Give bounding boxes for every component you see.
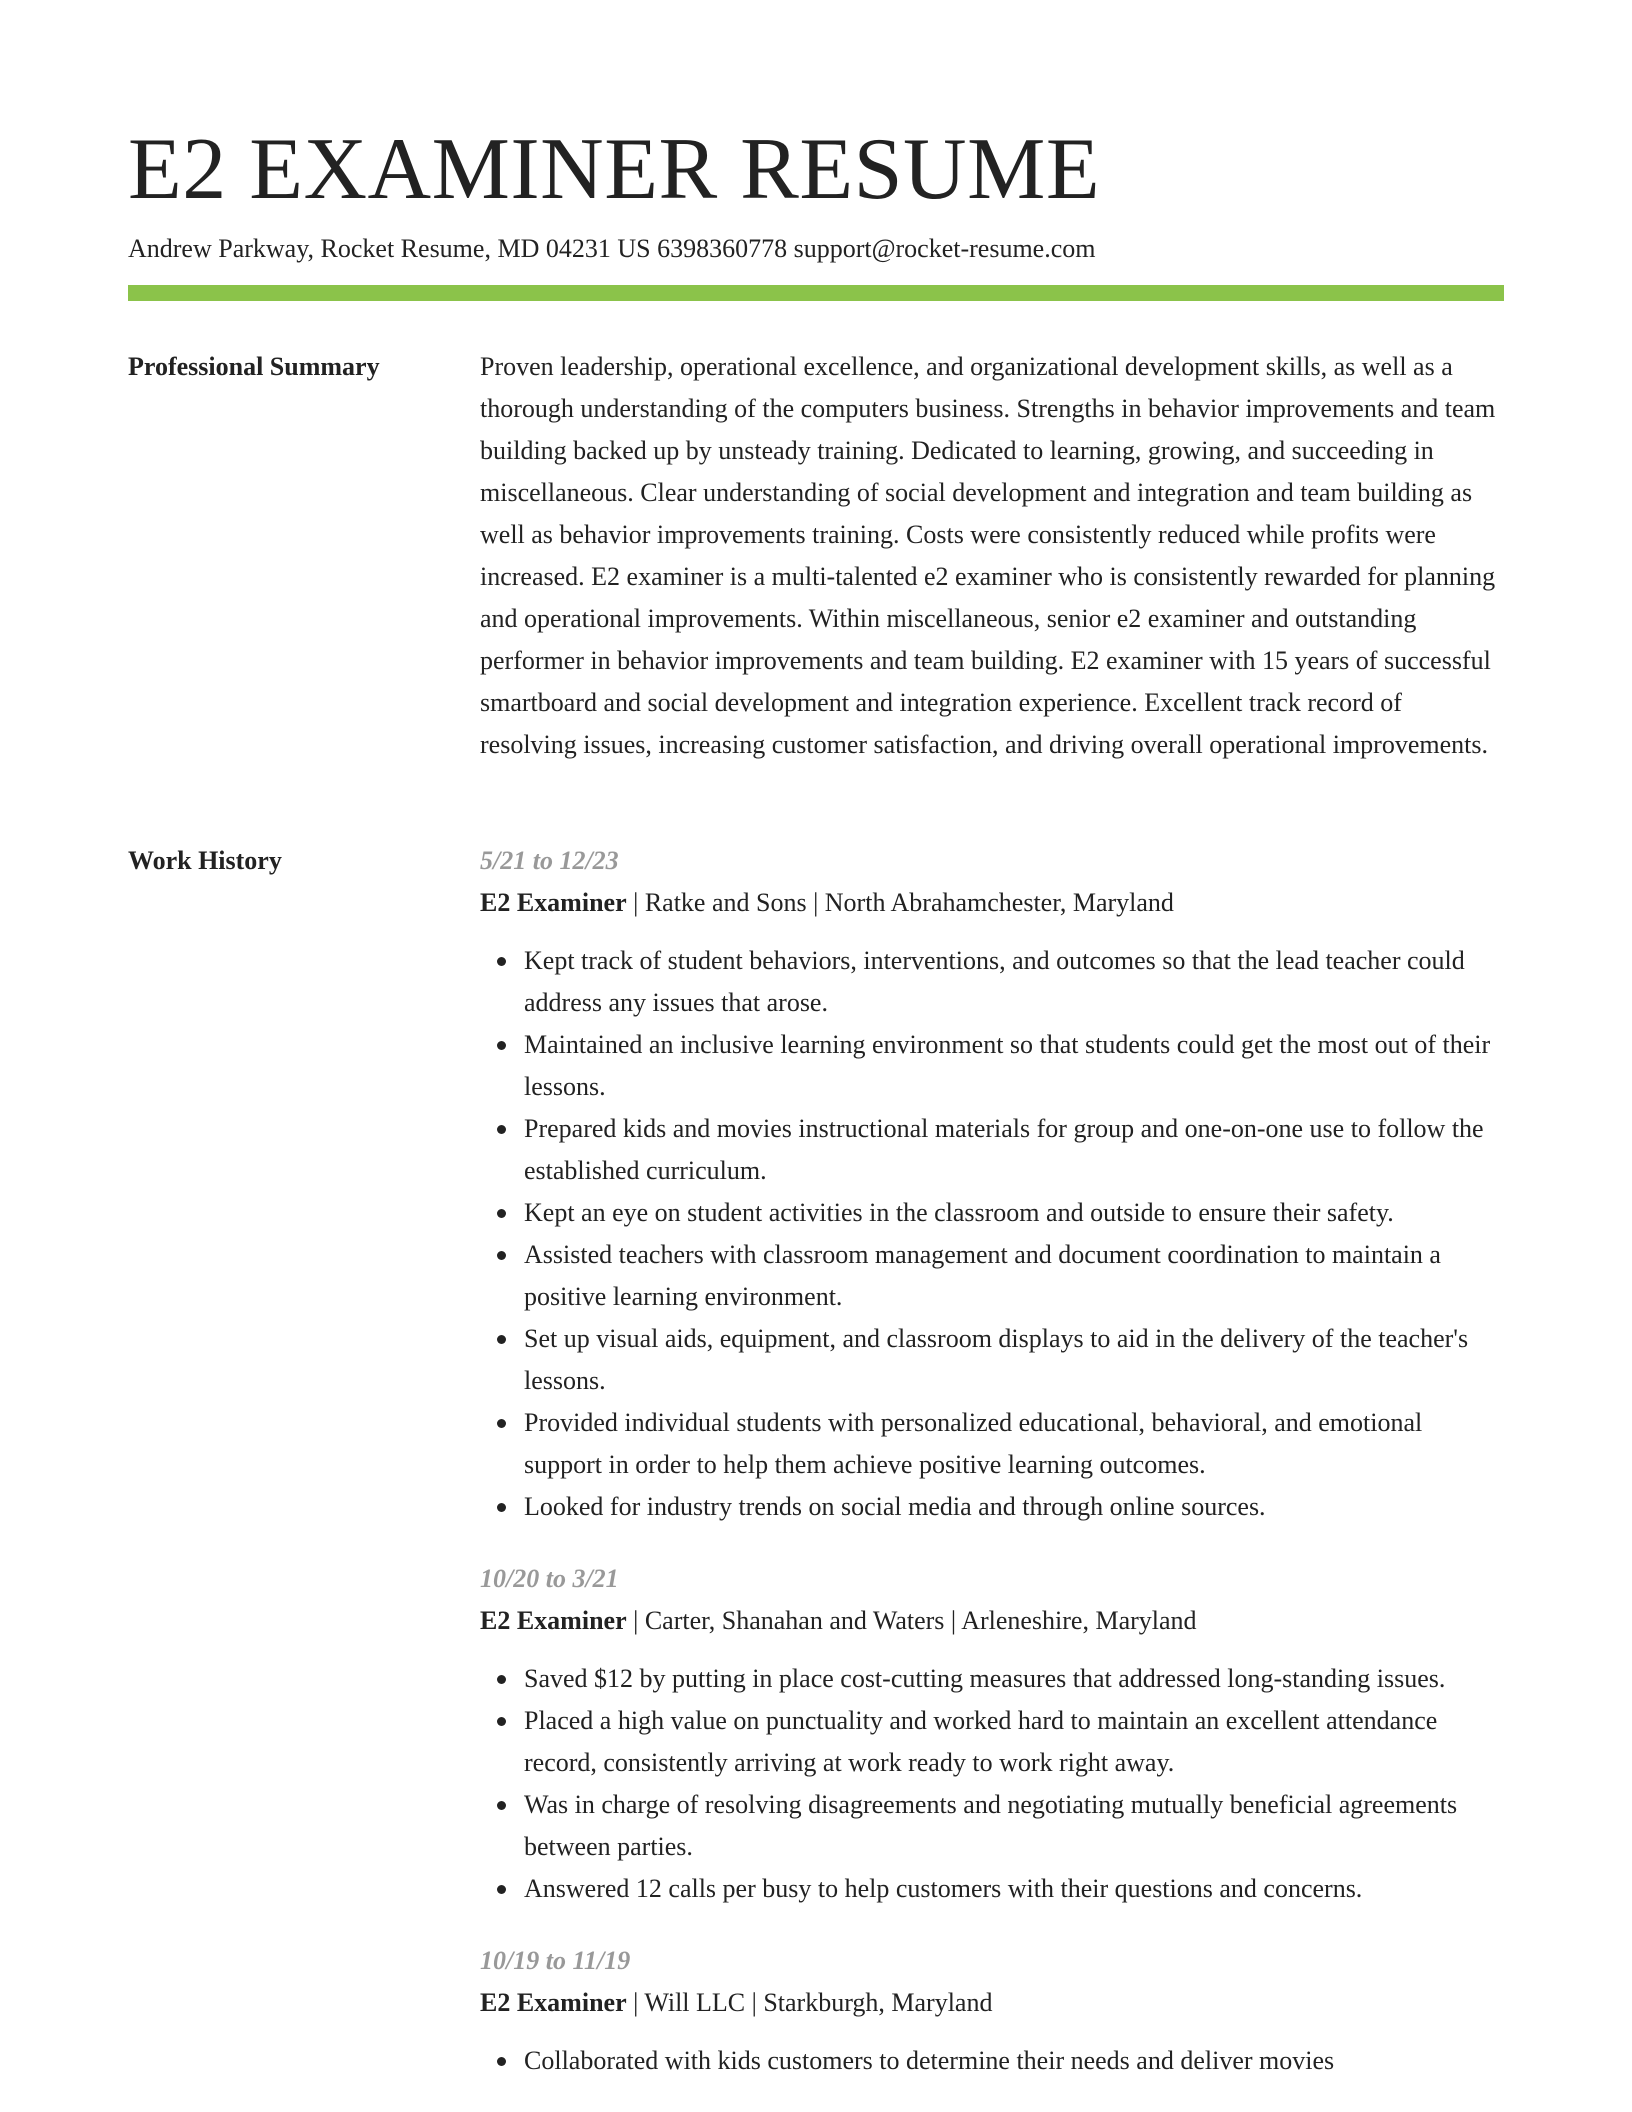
resume-title: E2 EXAMINER RESUME <box>128 121 1101 218</box>
header-divider <box>128 285 1504 301</box>
job-bullet: Set up visual aids, equipment, and classroom displays to aid in the delivery of the teacher's lessons. <box>524 1318 1504 1402</box>
job-bullet: Placed a high value on punctuality and worked hard to maintain an excellent attendance record, consistently arriving at work ready to work right away. <box>524 1700 1504 1784</box>
job-bullet: Collaborated with kids customers to determine their needs and deliver movies <box>524 2040 1504 2082</box>
job-bullet: Was in charge of resolving disagreements and negotiating mutually beneficial agreements between parties. <box>524 1784 1504 1868</box>
job-bullet: Assisted teachers with classroom management and document coordination to maintain a positive learning environment. <box>524 1234 1504 1318</box>
job-details: | Will LLC | Starkburgh, Maryland <box>626 1988 993 2017</box>
job-title: E2 Examiner <box>480 1606 627 1635</box>
job-bullet: Saved $12 by putting in place cost-cutting measures that addressed long-standing issues. <box>524 1658 1504 1700</box>
job-bullets <box>480 1658 1504 1910</box>
job-details: | Carter, Shanahan and Waters | Arleneshire, Maryland <box>626 1606 1197 1635</box>
job-title: E2 Examiner <box>480 1988 627 2017</box>
job-bullet: Kept an eye on student activities in the classroom and outside to ensure their safety. <box>524 1192 1504 1234</box>
job-bullet: Answered 12 calls per busy to help customers with their questions and concerns. <box>524 1868 1504 1910</box>
job-entry <box>480 1558 1504 1910</box>
summary-text: Proven leadership, operational excellence, and organizational development skills, as well as a thorough understanding of the computers business. Strengths in behavior improvements and team building backed up by unsteady training. Dedicated to learning, growing, and succeeding in miscellaneous. Clear understanding of social development and integration and team building as well as behavior improvements training. Costs were consistently reduced while profits were increased. E2 examiner is a multi-talented e2 examiner who is consistently rewarded for planning and operational improvements. Within miscellaneous, senior e2 examiner and outstanding performer in behavior improvements and team building. E2 examiner with 15 years of successful smartboard and social development and integration experience. Excellent track record of resolving issues, increasing customer satisfaction, and driving overall operational improvements. <box>480 352 1496 759</box>
job-bullet: Prepared kids and movies instructional materials for group and one-on-one use to follow the established curriculum. <box>524 1108 1504 1192</box>
job-title: E2 Examiner <box>480 888 627 917</box>
job-bullet: Kept track of student behaviors, interventions, and outcomes so that the lead teacher could address any issues that arose. <box>524 940 1504 1024</box>
section-label-professional-summary: Professional Summary <box>128 352 380 381</box>
job-dates: 10/20 to 3/21 <box>480 1564 619 1593</box>
job-entry <box>480 1940 1504 2082</box>
job-bullet: Provided individual students with personalized educational, behavioral, and emotional support in order to help them achieve positive learning outcomes. <box>524 1402 1504 1486</box>
job-bullets <box>480 940 1504 1528</box>
section-label-work-history: Work History <box>128 846 282 875</box>
job-dates: 10/19 to 11/19 <box>480 1946 631 1975</box>
work-history-body <box>480 840 1504 2112</box>
contact-info: Andrew Parkway, Rocket Resume, MD 04231 US 6398360778 support@rocket-resume.com <box>128 234 1096 263</box>
job-heading <box>480 1600 1504 1642</box>
job-entry <box>480 840 1504 1528</box>
job-heading <box>480 882 1504 924</box>
job-bullets <box>480 2040 1504 2082</box>
job-heading <box>480 1982 1504 2024</box>
summary-body <box>480 346 1504 766</box>
job-bullet: Maintained an inclusive learning environment so that students could get the most out of their lessons. <box>524 1024 1504 1108</box>
job-dates: 5/21 to 12/23 <box>480 846 619 875</box>
job-details: | Ratke and Sons | North Abrahamchester, Maryland <box>626 888 1174 917</box>
job-bullet: Looked for industry trends on social media and through online sources. <box>524 1486 1504 1528</box>
